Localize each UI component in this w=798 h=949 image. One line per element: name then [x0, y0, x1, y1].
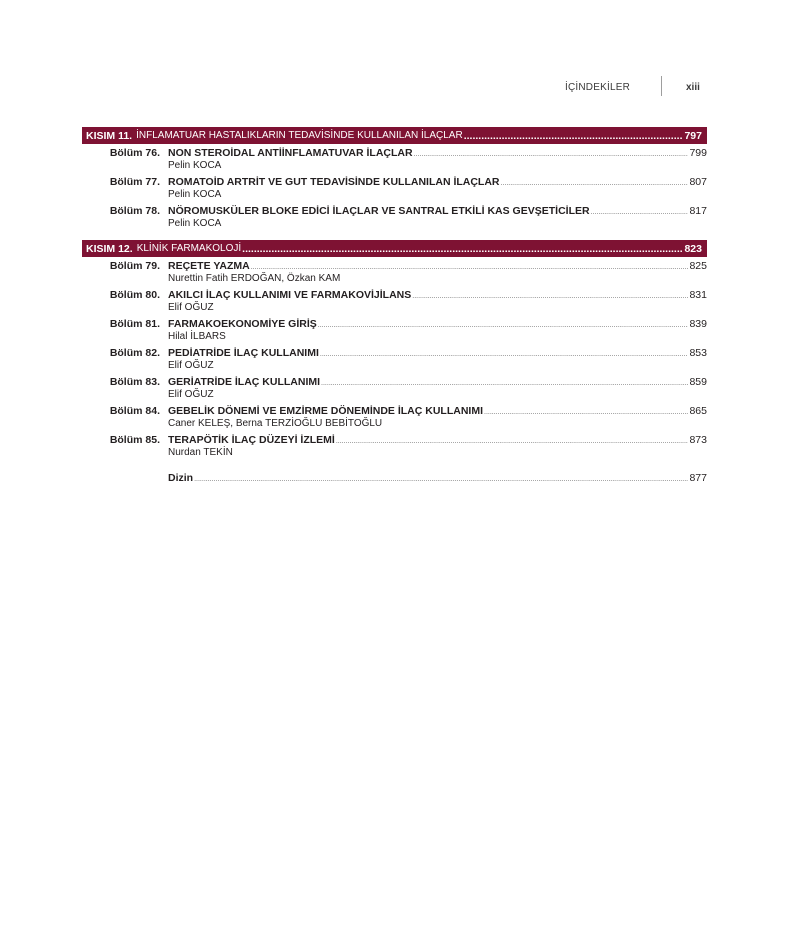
chapter-page: 839 — [689, 318, 707, 330]
dot-leader — [242, 243, 683, 255]
chapter-authors: Pelin KOCA — [168, 189, 222, 200]
chapter-title: TERAPÖTİK İLAÇ DÜZEYİ İZLEMİ — [168, 434, 335, 446]
dot-leader — [464, 130, 684, 142]
running-header — [0, 80, 798, 98]
dot-leader — [484, 409, 688, 416]
header-title: İÇİNDEKİLER — [565, 82, 630, 93]
index-entry[interactable] — [82, 472, 707, 484]
chapter-authors: Elif OĞUZ — [168, 360, 214, 371]
chapter-page: 873 — [689, 434, 707, 446]
chapter-authors: Pelin KOCA — [168, 160, 222, 171]
chapter-authors: Pelin KOCA — [168, 218, 222, 229]
dot-leader — [251, 264, 689, 271]
chapter-entry[interactable] — [82, 176, 707, 200]
dot-leader — [412, 293, 688, 300]
chapter-number: Bölüm 76. — [109, 147, 160, 159]
dot-leader — [414, 151, 689, 158]
chapter-entry[interactable] — [82, 318, 707, 342]
part-page: 823 — [684, 242, 702, 255]
chapter-authors: Hilal İLBARS — [168, 331, 226, 342]
chapter-number: Bölüm 85. — [109, 434, 160, 446]
chapter-title: GERİATRİDE İLAÇ KULLANIMI — [168, 376, 321, 388]
chapter-page: 807 — [689, 176, 707, 188]
chapter-page: 853 — [689, 347, 707, 359]
part-label: KISIM 12. — [86, 242, 133, 255]
chapter-entry[interactable] — [82, 405, 707, 429]
chapter-authors: Caner KELEŞ, Berna TERZİOĞLU BEBİTOĞLU — [168, 418, 383, 429]
dot-leader — [591, 209, 689, 216]
part-page: 797 — [684, 129, 702, 142]
chapter-title: AKILCI İLAÇ KULLANIMI VE FARMAKOVİJİLANS — [168, 289, 412, 301]
chapter-entry[interactable] — [82, 205, 707, 229]
chapter-page: 831 — [689, 289, 707, 301]
part-title: KLİNİK FARMAKOLOJİ — [136, 243, 242, 254]
dot-leader — [336, 438, 689, 445]
index-page: 877 — [689, 472, 707, 484]
chapter-authors: Elif OĞUZ — [168, 302, 214, 313]
index-title: Dizin — [168, 472, 194, 484]
part-heading[interactable] — [82, 127, 707, 144]
chapter-number: Bölüm 84. — [109, 405, 160, 417]
chapter-page: 859 — [689, 376, 707, 388]
chapter-entry[interactable] — [82, 376, 707, 400]
chapter-title: GEBELİK DÖNEMİ VE EMZİRME DÖNEMİNDE İLAÇ KULLANIMI — [168, 405, 483, 417]
chapter-page: 817 — [689, 205, 707, 217]
chapter-number: Bölüm 83. — [109, 376, 160, 388]
chapter-title: FARMAKOEKONOMİYE GİRİŞ — [168, 318, 317, 330]
dot-leader — [321, 380, 688, 387]
part-title: İNFLAMATUAR HASTALIKLARIN TEDAVİSİNDE KULLANILAN İLAÇLAR — [136, 130, 463, 141]
chapter-number: Bölüm 81. — [109, 318, 160, 330]
dot-leader — [194, 476, 688, 483]
chapter-authors: Nurdan TEKİN — [168, 447, 233, 458]
dot-leader — [320, 351, 689, 358]
header-page-number: xiii — [686, 82, 700, 93]
header-divider — [661, 76, 662, 96]
chapter-title: PEDİATRİDE İLAÇ KULLANIMI — [168, 347, 319, 359]
chapter-number: Bölüm 80. — [109, 289, 160, 301]
table-of-contents — [82, 127, 707, 489]
chapter-title: REÇETE YAZMA — [168, 260, 250, 272]
chapter-entry[interactable] — [82, 289, 707, 313]
chapter-title: NÖROMUSKÜLER BLOKE EDİCİ İLAÇLAR VE SANTRAL ETKİLİ KAS GEVŞETİCİLER — [168, 205, 590, 217]
chapter-number: Bölüm 78. — [109, 205, 160, 217]
chapter-authors: Elif OĞUZ — [168, 389, 214, 400]
chapter-number: Bölüm 82. — [109, 347, 160, 359]
chapter-page: 799 — [689, 147, 707, 159]
dot-leader — [318, 322, 689, 329]
chapter-entry[interactable] — [82, 434, 707, 458]
chapter-title: NON STEROİDAL ANTİİNFLAMATUVAR İLAÇLAR — [168, 147, 413, 159]
chapter-page: 825 — [689, 260, 707, 272]
chapter-title: ROMATOİD ARTRİT VE GUT TEDAVİSİNDE KULLANILAN İLAÇLAR — [168, 176, 500, 188]
chapter-entry[interactable] — [82, 260, 707, 284]
chapter-entry[interactable] — [82, 147, 707, 171]
chapter-number: Bölüm 77. — [109, 176, 160, 188]
chapter-authors: Nurettin Fatih ERDOĞAN, Özkan KAM — [168, 273, 341, 284]
dot-leader — [501, 180, 689, 187]
chapter-page: 865 — [689, 405, 707, 417]
chapter-number: Bölüm 79. — [109, 260, 160, 272]
chapter-entry[interactable] — [82, 347, 707, 371]
part-label: KISIM 11. — [86, 129, 133, 142]
part-heading[interactable] — [82, 240, 707, 257]
